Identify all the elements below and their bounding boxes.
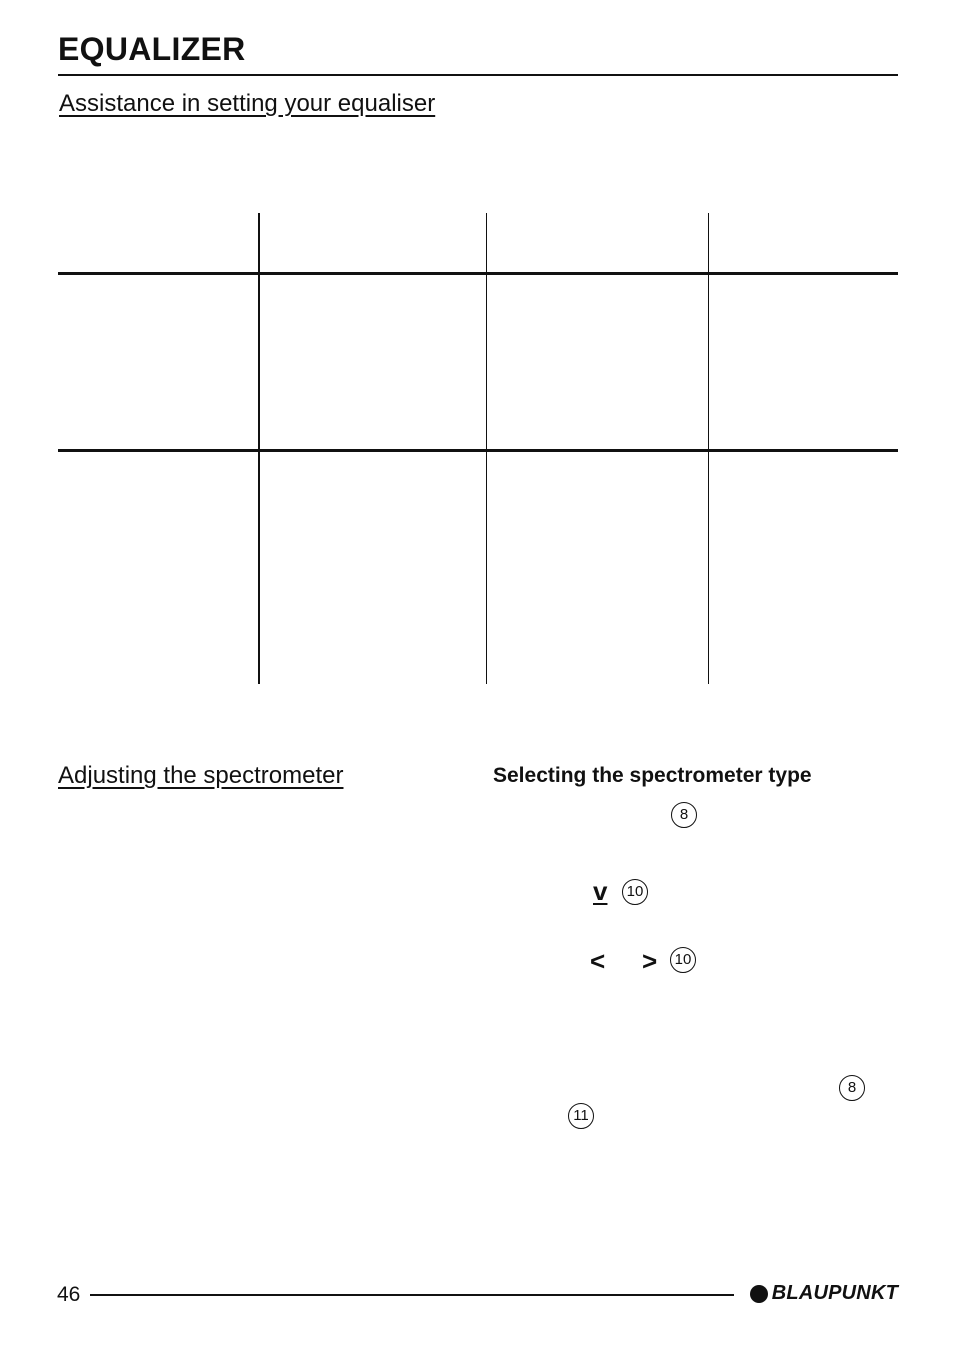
- callout-8-icon-2: 8: [839, 1075, 865, 1101]
- callout-10-icon: 10: [622, 879, 648, 905]
- right-key-icon: >: [642, 946, 658, 976]
- table-row-divider-2: [58, 449, 898, 452]
- section-heading-assistance: Assistance in setting your equaliser: [59, 90, 436, 117]
- section-heading-spectrometer-type: Selecting the spectrometer type: [493, 764, 812, 787]
- callout-8-icon: 8: [671, 802, 697, 828]
- page-number: 46: [57, 1283, 81, 1306]
- page-title: EQUALIZER: [58, 31, 246, 67]
- callout-11-icon: 11: [568, 1103, 594, 1129]
- table-row-divider-1: [58, 272, 898, 275]
- section-heading-spectrometer: Adjusting the spectrometer: [58, 762, 344, 789]
- callout-10-icon-2: 10: [670, 947, 696, 973]
- left-key-icon: <: [590, 946, 606, 976]
- brand-dot-icon: [750, 1285, 768, 1303]
- brand-logo: [750, 1282, 898, 1305]
- down-key-icon: v: [593, 876, 608, 906]
- footer-rule: [90, 1294, 734, 1296]
- brand-name: BLAUPUNKT: [771, 1282, 898, 1304]
